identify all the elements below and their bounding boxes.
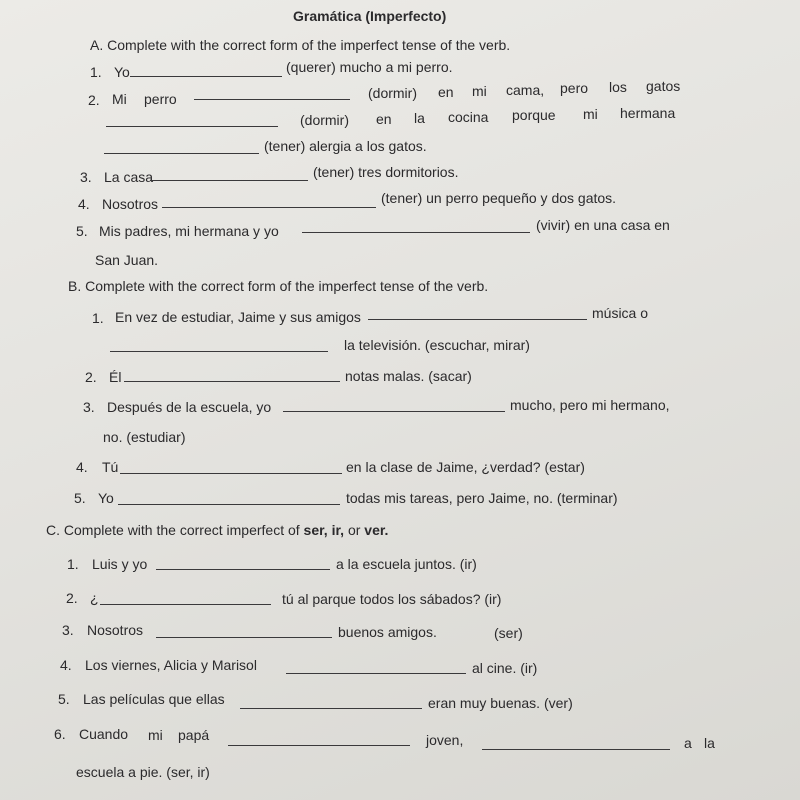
b5-answer-blank[interactable]: [118, 504, 340, 505]
c5-text-end: eran muy buenas. (ver): [428, 695, 573, 711]
c6-continuation: escuela a pie. (ser, ir): [76, 764, 210, 780]
b4-answer-blank[interactable]: [120, 473, 342, 474]
b5-number: 5.: [74, 490, 86, 506]
b1-continuation: la televisión. (escuchar, mirar): [344, 337, 530, 353]
section-c-word-ir: ir,: [331, 522, 345, 538]
a4-answer-blank[interactable]: [162, 207, 376, 208]
worksheet-title: Gramática (Imperfecto): [293, 8, 447, 24]
b1-answer-blank-2[interactable]: [110, 351, 328, 352]
section-c-word-or: or: [347, 522, 361, 538]
a3-answer-blank[interactable]: [150, 180, 308, 181]
b1-text-end: música o: [592, 305, 649, 321]
a3-number: 3.: [80, 169, 92, 185]
a2-text-end: (tener) alergia a los gatos.: [264, 138, 427, 154]
c6-word: la: [704, 735, 715, 751]
section-b-heading: B. Complete with the correct form of the imperfect tense of the verb.: [68, 278, 489, 294]
b1-number: 1.: [92, 310, 104, 326]
b3-text-start: Después de la escuela, yo: [107, 399, 272, 415]
b2-answer-blank[interactable]: [124, 381, 340, 382]
c4-answer-blank[interactable]: [286, 673, 466, 674]
c3-text-end: buenos amigos.: [338, 624, 437, 640]
a4-text-start: Nosotros: [102, 196, 159, 212]
c6-answer-blank-1[interactable]: [228, 745, 410, 746]
c2-text-end: tú al parque todos los sábados? (ir): [282, 591, 502, 607]
a1-answer-blank[interactable]: [130, 76, 282, 77]
c4-text-end: al cine. (ir): [472, 660, 538, 676]
b2-number: 2.: [85, 369, 97, 385]
c3-answer-blank[interactable]: [156, 637, 332, 638]
c2-text-start: ¿: [90, 590, 99, 606]
b2-text-start: Él: [109, 369, 122, 385]
b1-text-start: En vez de estudiar, Jaime y sus amigos: [115, 309, 361, 325]
a5-answer-blank[interactable]: [302, 232, 530, 233]
c1-text-start: Luis y yo: [92, 556, 148, 572]
a2-word: mi: [472, 83, 487, 99]
a2-answer-blank-1[interactable]: [194, 99, 350, 100]
section-c-word-ser: ser,: [303, 522, 328, 538]
a2-word: Mi: [112, 91, 127, 107]
a2-word: en: [376, 111, 392, 127]
c6-word: a: [684, 735, 692, 751]
c1-answer-blank[interactable]: [156, 569, 330, 570]
a5-text-start: Mis padres, mi hermana y yo: [99, 223, 279, 239]
c3-verb: (ser): [494, 625, 523, 641]
b3-number: 3.: [83, 399, 95, 415]
a2-word: perro: [144, 91, 177, 107]
a2-word: hermana: [620, 105, 676, 121]
a5-continuation: San Juan.: [95, 252, 159, 268]
b3-text-end: mucho, pero mi hermano,: [510, 397, 670, 413]
b3-continuation: no. (estudiar): [103, 429, 186, 445]
b5-text-end: todas mis tareas, pero Jaime, no. (terminar): [346, 490, 618, 506]
a5-number: 5.: [76, 223, 88, 239]
c3-number: 3.: [62, 622, 74, 638]
b1-answer-blank-1[interactable]: [368, 319, 587, 320]
c4-number: 4.: [60, 657, 72, 673]
b5-text-start: Yo: [98, 490, 114, 506]
a3-text-end: (tener) tres dormitorios.: [313, 164, 459, 180]
a4-text-end: (tener) un perro pequeño y dos gatos.: [381, 190, 617, 206]
a2-word: cama,: [506, 82, 545, 98]
c1-text-end: a la escuela juntos. (ir): [336, 556, 477, 572]
a2-word: cocina: [448, 109, 489, 125]
a5-text-end: (vivir) en una casa en: [536, 217, 670, 233]
a2-word: porque: [512, 107, 556, 123]
b4-text-end: en la clase de Jaime, ¿verdad? (estar): [346, 459, 585, 475]
a2-word: mi: [583, 106, 598, 122]
a1-number: 1.: [90, 64, 102, 80]
c6-answer-blank-2[interactable]: [482, 749, 670, 750]
c1-number: 1.: [67, 556, 79, 572]
section-c-heading-text: C. Complete with the correct imperfect of: [46, 522, 304, 538]
a2-word: en: [438, 84, 454, 100]
section-c-word-ver: ver.: [364, 522, 389, 538]
a2-verb-1: (dormir): [368, 85, 417, 101]
c6-number: 6.: [54, 726, 66, 742]
c4-text-start: Los viernes, Alicia y Marisol: [85, 657, 257, 673]
b4-text-start: Tú: [102, 459, 119, 475]
c6-word: papá: [178, 727, 210, 743]
a2-word: los: [609, 79, 627, 95]
a2-answer-blank-2[interactable]: [106, 126, 278, 127]
a1-text-end: (querer) mucho a mi perro.: [286, 59, 453, 75]
a2-verb-2: (dormir): [300, 112, 349, 128]
c5-answer-blank[interactable]: [240, 708, 422, 709]
b3-answer-blank[interactable]: [283, 411, 505, 412]
c6-text-mid: joven,: [426, 732, 464, 748]
a2-word: la: [414, 110, 425, 126]
c5-text-start: Las películas que ellas: [83, 691, 225, 707]
a4-number: 4.: [78, 196, 90, 212]
c2-answer-blank[interactable]: [100, 604, 271, 605]
c6-word: Cuando: [79, 726, 129, 742]
c3-text-start: Nosotros: [87, 622, 144, 638]
a2-answer-blank-3[interactable]: [104, 153, 259, 154]
b2-text-end: notas malas. (sacar): [345, 368, 472, 384]
a2-number: 2.: [88, 92, 100, 108]
c6-word: mi: [148, 727, 163, 743]
b4-number: 4.: [76, 459, 88, 475]
c2-number: 2.: [66, 590, 78, 606]
a2-word: pero: [560, 80, 589, 96]
a1-text-start: Yo: [114, 64, 130, 80]
section-a-heading: A. Complete with the correct form of the imperfect tense of the verb.: [90, 37, 511, 53]
a3-text-start: La casa: [104, 169, 154, 185]
c5-number: 5.: [58, 691, 70, 707]
section-c-heading: [46, 521, 388, 539]
a2-word: gatos: [646, 78, 681, 94]
